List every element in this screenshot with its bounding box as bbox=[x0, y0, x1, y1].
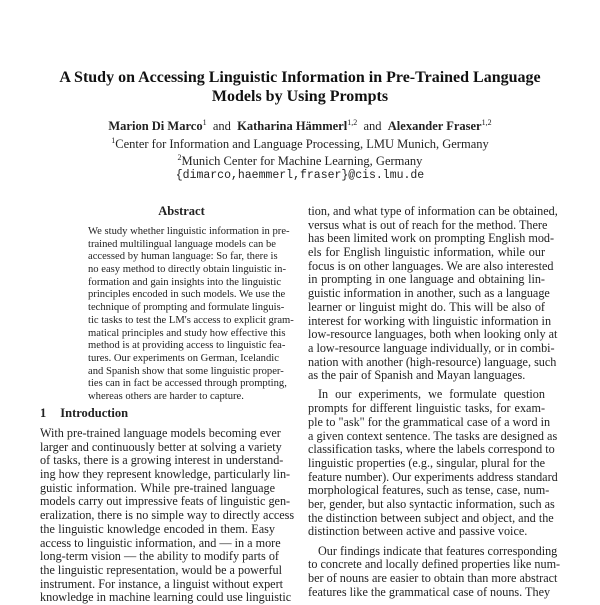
text-line: With pre-trained language models becoming ever bbox=[40, 426, 281, 440]
text-line: ing how they represent knowledge, particularly lin- bbox=[40, 467, 291, 482]
text-line: knowledge in machine learning could use linguistic bbox=[40, 590, 292, 605]
text-line: versus what is out of reach for the method. There bbox=[308, 217, 548, 232]
author-email: {dimarco,haemmerl,fraser}@cis.lmu.de bbox=[175, 168, 425, 182]
text-line: matical principles and study how effective this bbox=[88, 327, 286, 339]
text-line: as the pair of Spanish and Mayan languages. bbox=[308, 368, 526, 383]
text-line: guistic information in another, such as a language bbox=[308, 286, 550, 301]
title-line: Models by Using Prompts bbox=[211, 88, 389, 105]
text-line: the linguistic knowledge encoded in them. Easy bbox=[40, 521, 275, 536]
text-line: morphological features, such as tense, case, num- bbox=[308, 483, 550, 498]
author-block bbox=[40, 116, 560, 183]
text-line: nation with another (high-resource) language, such bbox=[308, 354, 557, 369]
text-line: formation and gain insights into the linguistic bbox=[88, 276, 282, 288]
section-number: 1 bbox=[40, 406, 47, 420]
text-line: Our findings indicate that features corresponding bbox=[318, 543, 558, 558]
affiliation-text: Center for Information and Language Processing, LMU Munich, Germany bbox=[115, 136, 489, 151]
text-line: ties can in fact be accessed through prompting, bbox=[88, 378, 287, 390]
text-line: classification tasks, where the labels correspond to bbox=[308, 442, 555, 457]
text-line: guistic information. While pre-trained language bbox=[40, 480, 275, 495]
author-name: Alexander Fraser bbox=[387, 119, 482, 134]
text-line: In our experiments, we formulate question bbox=[318, 387, 545, 402]
affiliation bbox=[40, 151, 560, 169]
text-line: ber of nouns are easier to obtain than more abstract bbox=[308, 570, 558, 585]
text-line: the distinction between subject and object, and the bbox=[308, 510, 554, 525]
text-line: whereas others are harder to capture. bbox=[88, 390, 244, 402]
section-title: Introduction bbox=[60, 406, 129, 420]
right-column-text bbox=[308, 204, 561, 599]
text-line: linguistic properties (e.g., singular, plural for the bbox=[308, 455, 545, 470]
text-line: trained multilingual language models can be bbox=[88, 238, 276, 250]
author-name: Katharina Hämmerl bbox=[237, 119, 348, 134]
text-line: method is at providing access to linguistic fea- bbox=[88, 340, 286, 352]
text-line: learner or linguist might do. This will be also of bbox=[308, 299, 545, 314]
text-line: in prompting in one language and obtaining lin- bbox=[308, 272, 545, 287]
text-line: interest for working with linguistic information in bbox=[308, 313, 552, 328]
text-line: features like the grammatical case of nouns. They bbox=[308, 584, 551, 599]
text-line: a given context sentence. The tasks are designed as bbox=[308, 428, 558, 443]
and-text: and bbox=[212, 119, 231, 134]
text-line: focus is on other languages. We are also interested bbox=[308, 258, 554, 273]
text-line: eralization, there is no simple way to directly access bbox=[40, 508, 295, 523]
affiliation bbox=[40, 134, 560, 152]
text-line: els for English linguistic information, while our bbox=[308, 245, 545, 260]
affiliation-sup: 2 bbox=[177, 153, 182, 163]
text-line: no easy method to directly obtain linguistic in- bbox=[88, 264, 287, 276]
author-name: Marion Di Marco bbox=[108, 119, 203, 134]
text-line: tion, and what type of information can be obtained, bbox=[308, 204, 558, 218]
section-heading-introduction bbox=[40, 406, 142, 421]
text-line: distinction between active and passive voice. bbox=[308, 524, 528, 539]
text-line: accessed by human language: So far, there is bbox=[88, 251, 278, 263]
author-sup: 1,2 bbox=[481, 118, 492, 127]
text-line: models carry out impressive feats of linguistic gen- bbox=[40, 494, 291, 509]
text-line: tic tasks to test the LM's access to explicit gram- bbox=[88, 314, 294, 326]
affiliation-text: Munich Center for Machine Learning, Germany bbox=[181, 154, 423, 169]
text-line: of tasks, there is a growing interest in understand- bbox=[40, 453, 284, 468]
text-line: ple to "ask" for the grammatical case of a word in bbox=[308, 414, 551, 429]
author-sup: 1 bbox=[202, 118, 207, 127]
author-names bbox=[40, 116, 560, 134]
text-line: tures. Our experiments on German, Icelandic bbox=[88, 352, 279, 364]
affiliation-sup: 1 bbox=[111, 135, 116, 145]
text-line: access to linguistic information, and — in a more bbox=[40, 535, 281, 550]
left-column-text bbox=[40, 426, 295, 605]
author-sup: 1,2 bbox=[347, 118, 358, 127]
title-line: A Study on Accessing Linguistic Information in Pre-Trained Language bbox=[59, 69, 541, 86]
text-line: ber, gender, but also syntactic information, such as bbox=[308, 496, 555, 511]
text-line: We study whether linguistic information in pre- bbox=[88, 226, 290, 237]
text-line: feature number). Our experiments address standard bbox=[308, 469, 558, 484]
and-text: and bbox=[363, 119, 382, 134]
text-line: to concrete and locally defined properties like num- bbox=[308, 557, 561, 572]
text-line: instrument. For instance, a linguist without expert bbox=[40, 576, 284, 591]
text-line: technique of prompting and formulate linguis- bbox=[88, 302, 285, 314]
text-line: low-resource languages, both when looking only at bbox=[308, 327, 558, 342]
text-line: principles encoded in such models. We use the bbox=[88, 289, 286, 301]
abstract-body bbox=[88, 226, 294, 404]
text-line: the linguistic representation, would be a powerful bbox=[40, 562, 282, 577]
abstract-heading: Abstract bbox=[158, 204, 205, 218]
text-line: larger and continuously better at solving a variety bbox=[40, 439, 282, 454]
text-line: has been limited work on prompting English mod- bbox=[308, 231, 555, 246]
text-line: prompts for different linguistic tasks, for exam- bbox=[308, 401, 545, 416]
text-line: and Spanish show that some linguistic proper- bbox=[88, 365, 284, 377]
text-line: long-term vision — the ability to modify parts of bbox=[40, 549, 279, 564]
text-line: a low-resource language individually, or in combi- bbox=[308, 340, 555, 355]
paper-title bbox=[40, 68, 560, 106]
